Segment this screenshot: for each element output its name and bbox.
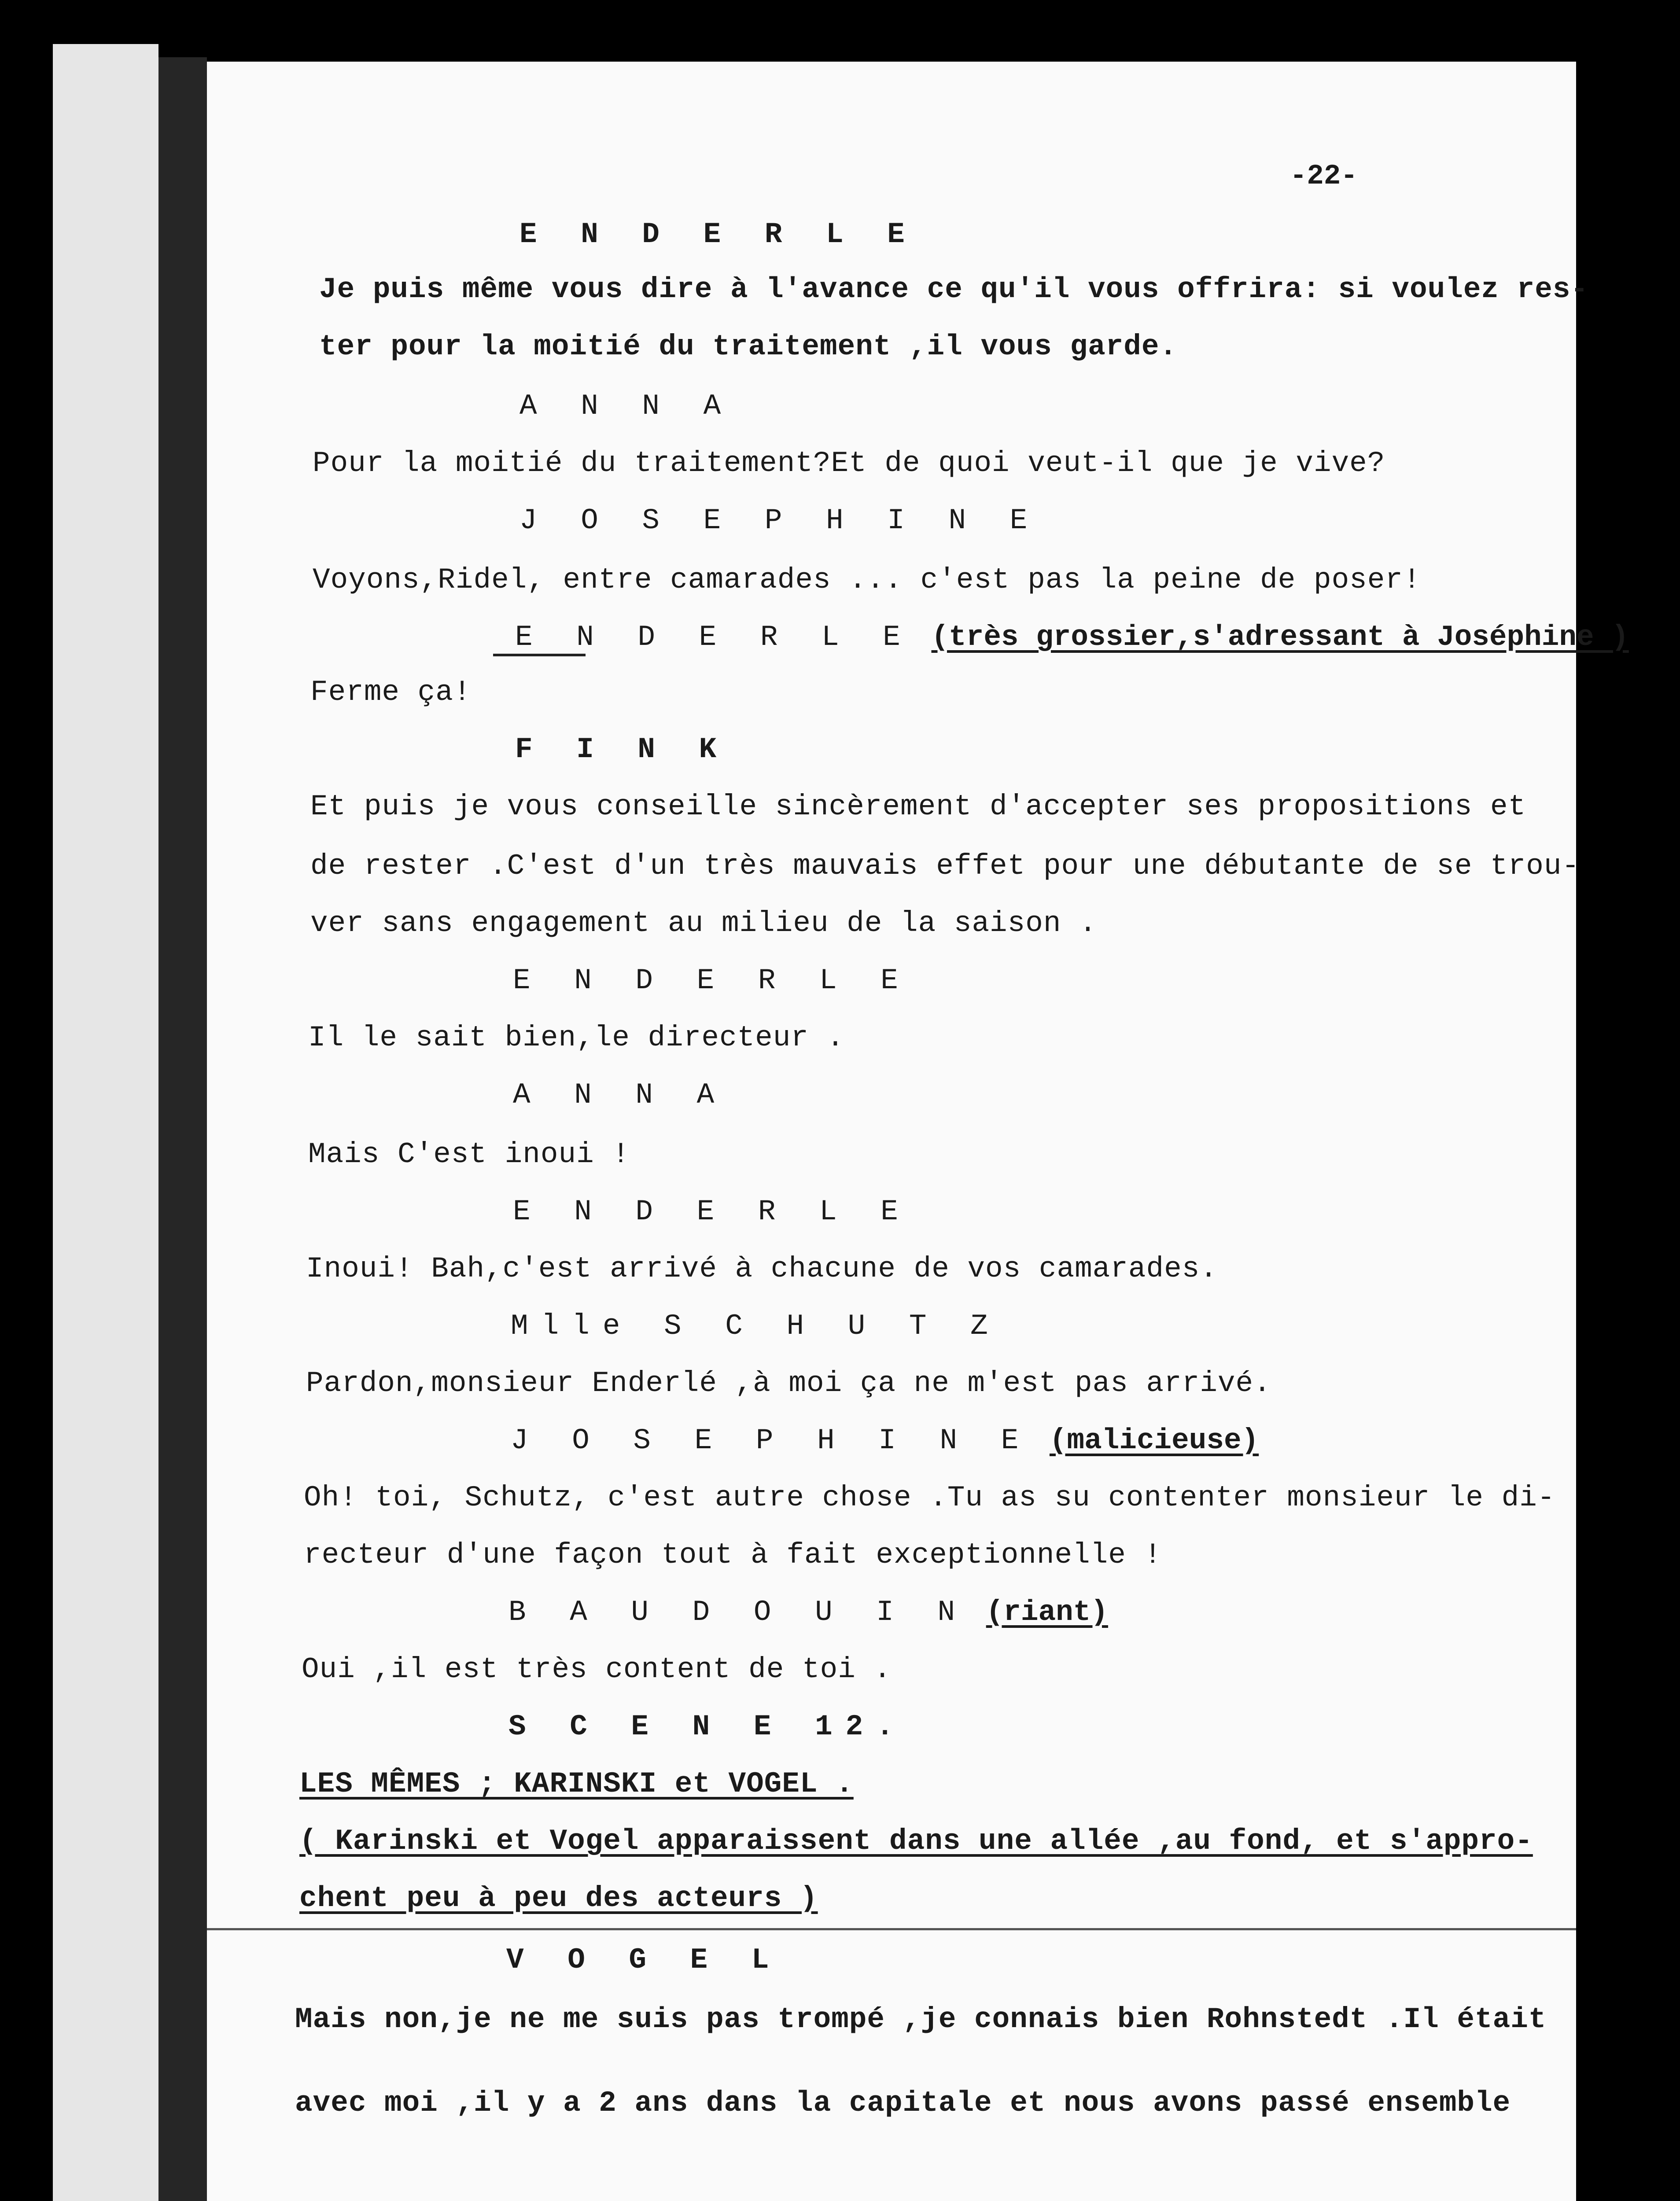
speaker-enderle: E N D E R L E (519, 218, 918, 251)
bleed-through-text (207, 62, 1576, 2201)
page-spine-shadow (158, 57, 207, 2201)
dialogue-line: Inoui! Bah,c'est arrivé à chacune de vos camarades. (306, 1252, 1218, 1285)
dialogue-line: Oh! toi, Schutz, c'est autre chose .Tu as su contenter monsieur le di- (304, 1481, 1555, 1514)
dialogue-line: Pardon,monsieur Enderlé ,à moi ça ne m'est pas arrivé. (306, 1367, 1271, 1400)
speaker-schutz: Mlle S C H U T Z (511, 1310, 1001, 1343)
underline-mark (493, 654, 586, 656)
speaker-enderle: E N D E R L E (513, 964, 911, 997)
speaker-name: B A U D O U I N (508, 1596, 969, 1629)
dialogue-line: Ferme ça! (310, 676, 472, 709)
speaker-name: E N D E R L E (515, 621, 914, 654)
speaker-enderle: E N D E R L E (513, 1195, 911, 1228)
typed-page (207, 62, 1629, 2201)
stage-direction: (très grossier,s'adressant à Joséphine ) (931, 621, 1629, 654)
scene-cast: LES MÊMES ; KARINSKI et VOGEL . (299, 1767, 854, 1800)
speaker-baudouin-with-direction (508, 1596, 1108, 1629)
speaker-fink: F I N K (515, 733, 730, 766)
speaker-josephine-with-direction (511, 1424, 1259, 1457)
fold-line (207, 1928, 1576, 1930)
dialogue-line: recteur d'une façon tout à fait exceptionnelle ! (304, 1538, 1162, 1572)
scene-heading: S C E N E 12. (508, 1710, 907, 1743)
dialogue-line: Oui ,il est très content de toi . (302, 1653, 892, 1686)
dialogue-line: avec moi ,il y a 2 ans dans la capitale et nous avons passé ensemble (295, 2087, 1511, 2120)
dialogue-line: Je puis même vous dire à l'avance ce qu'il vous offrira: si voulez res- (319, 273, 1589, 306)
speaker-vogel: V O G E L (506, 1943, 782, 1976)
speaker-enderle-with-direction (515, 621, 1629, 654)
speaker-anna: A N N A (513, 1078, 728, 1112)
dialogue-line: ver sans engagement au milieu de la saison . (310, 907, 1097, 940)
dialogue-line: Il le sait bien,le directeur . (308, 1021, 845, 1054)
page-number: -22- (1290, 161, 1358, 192)
stage-direction-line: ( Karinski et Vogel apparaissent dans une allée ,au fond, et s'appro- (299, 1825, 1533, 1858)
stage-direction: (riant) (986, 1596, 1108, 1629)
dialogue-line: Mais non,je ne me suis pas trompé ,je connais bien Rohnstedt .Il était (295, 2003, 1547, 2036)
dialogue-line: de rester .C'est d'un très mauvais effet pour une débutante de se trou- (310, 850, 1580, 883)
speaker-josephine: J O S E P H I N E (519, 504, 1041, 537)
speaker-anna: A N N A (519, 390, 734, 423)
dialogue-line: Voyons,Ridel, entre camarades ... c'est pas la peine de poser! (313, 563, 1421, 596)
scanner-margin (53, 44, 158, 2201)
speaker-name: J O S E P H I N E (511, 1424, 1032, 1457)
dialogue-line: Et puis je vous conseille sincèrement d'accepter ses propositions et (310, 790, 1526, 823)
dialogue-line: ter pour la moitié du traitement ,il vous garde. (319, 330, 1178, 363)
stage-direction-line: chent peu à peu des acteurs ) (299, 1882, 818, 1915)
stage-direction: (malicieuse) (1049, 1424, 1259, 1457)
dialogue-line: Pour la moitié du traitement?Et de quoi veut-il que je vive? (313, 447, 1385, 480)
dialogue-line: Mais C'est inoui ! (308, 1138, 630, 1171)
